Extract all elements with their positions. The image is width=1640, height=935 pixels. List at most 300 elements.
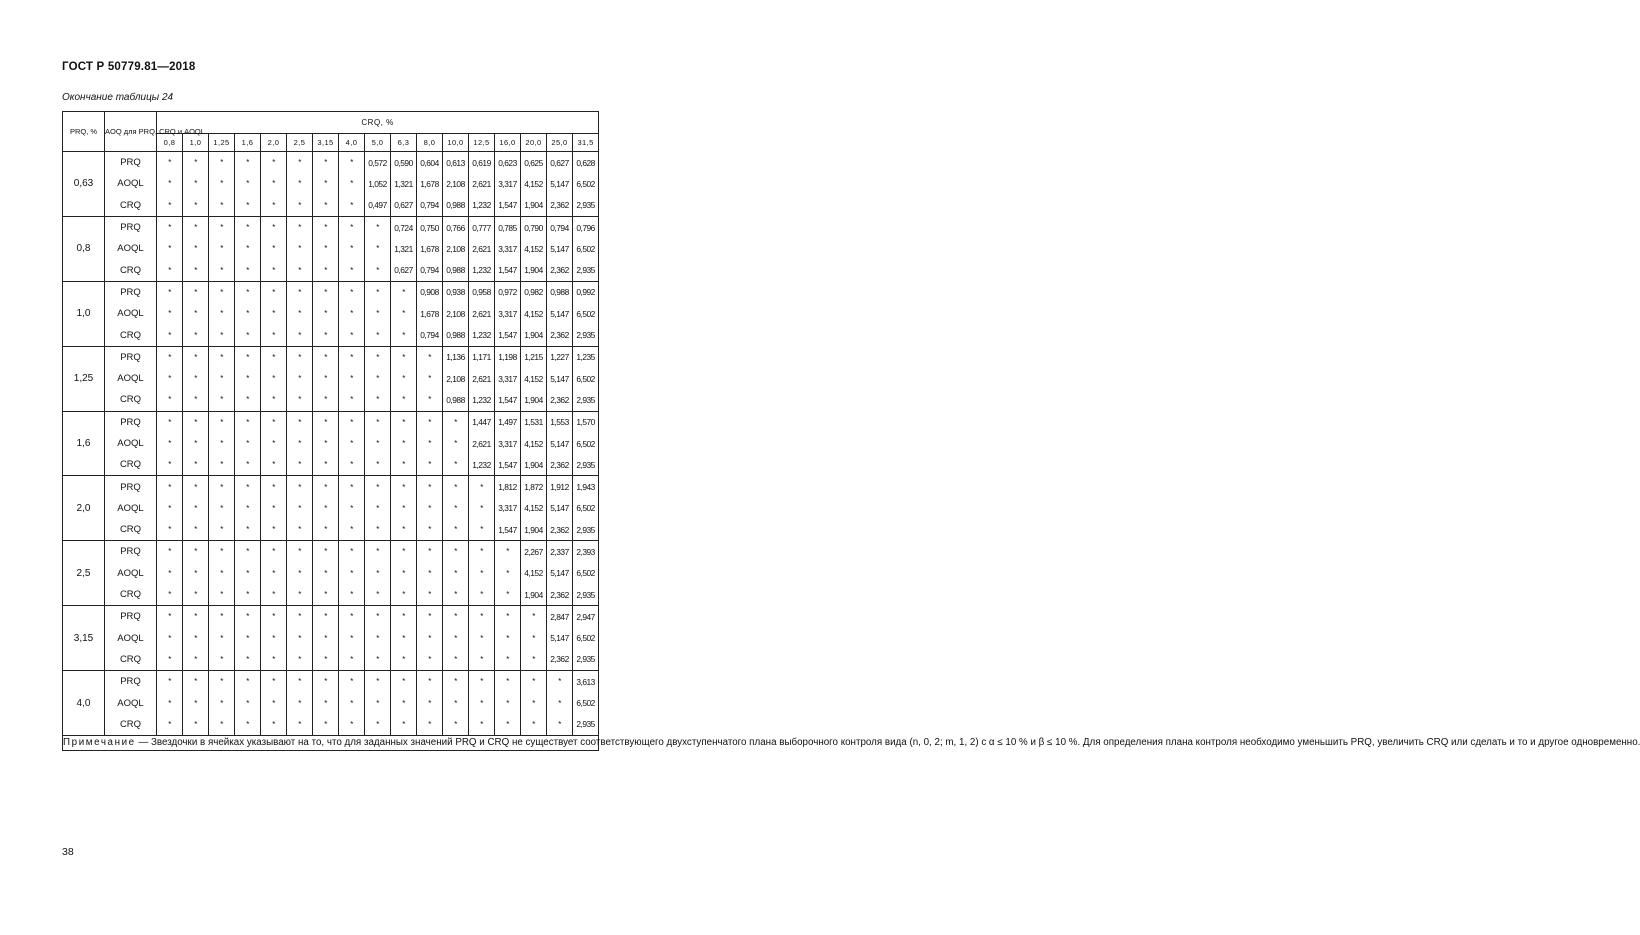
value-cell: *: [209, 303, 235, 324]
value-cell: *: [417, 714, 443, 736]
value-cell: 1,547: [495, 195, 521, 217]
value-cell: *: [391, 671, 417, 693]
value-cell: *: [183, 324, 209, 346]
value-cell: 1,232: [469, 324, 495, 346]
value-cell: *: [391, 628, 417, 649]
table-row: [63, 411, 599, 433]
value-cell: 1,547: [495, 454, 521, 476]
value-cell: *: [157, 498, 183, 519]
table-row: [63, 454, 599, 476]
value-cell: *: [183, 173, 209, 194]
prq-value: 0,63: [63, 152, 105, 217]
value-cell: *: [313, 563, 339, 584]
value-cell: *: [365, 454, 391, 476]
value-cell: *: [547, 714, 573, 736]
value-cell: *: [313, 238, 339, 259]
value-cell: *: [365, 238, 391, 259]
value-cell: 1,547: [495, 519, 521, 541]
value-cell: 1,321: [391, 173, 417, 194]
parameter-label: CRQ: [105, 584, 157, 606]
value-cell: 2,362: [547, 584, 573, 606]
value-cell: *: [235, 195, 261, 217]
value-cell: *: [313, 389, 339, 411]
value-cell: *: [287, 216, 313, 238]
value-cell: *: [469, 606, 495, 628]
value-cell: 1,052: [365, 173, 391, 194]
value-cell: *: [209, 173, 235, 194]
value-cell: *: [391, 584, 417, 606]
value-cell: *: [495, 563, 521, 584]
value-cell: *: [209, 498, 235, 519]
value-cell: *: [183, 498, 209, 519]
value-cell: *: [339, 281, 365, 303]
value-cell: *: [339, 411, 365, 433]
value-cell: *: [183, 411, 209, 433]
value-cell: *: [417, 411, 443, 433]
value-cell: 1,904: [521, 454, 547, 476]
value-cell: *: [469, 671, 495, 693]
value-cell: 2,935: [573, 519, 599, 541]
value-cell: *: [209, 541, 235, 563]
value-cell: *: [209, 563, 235, 584]
value-cell: *: [339, 584, 365, 606]
value-cell: 1,232: [469, 259, 495, 281]
value-cell: 0,724: [391, 216, 417, 238]
value-cell: 2,362: [547, 389, 573, 411]
value-cell: *: [339, 433, 365, 454]
crq-header-cell: 12,5: [469, 134, 495, 152]
value-cell: *: [521, 628, 547, 649]
value-cell: *: [443, 454, 469, 476]
value-cell: 3,317: [495, 433, 521, 454]
value-cell: 5,147: [547, 563, 573, 584]
value-cell: *: [417, 519, 443, 541]
value-cell: *: [235, 563, 261, 584]
value-cell: *: [209, 238, 235, 259]
value-cell: *: [261, 389, 287, 411]
value-cell: *: [183, 476, 209, 498]
value-cell: *: [287, 433, 313, 454]
note-label: Примечание: [63, 737, 136, 749]
value-cell: 2,362: [547, 195, 573, 217]
value-cell: *: [235, 584, 261, 606]
value-cell: *: [235, 628, 261, 649]
value-cell: 0,794: [417, 259, 443, 281]
value-cell: *: [261, 303, 287, 324]
value-cell: *: [469, 692, 495, 713]
parameter-label: AOQL: [105, 498, 157, 519]
value-cell: *: [183, 519, 209, 541]
value-cell: *: [339, 389, 365, 411]
value-cell: *: [391, 303, 417, 324]
value-cell: 5,147: [547, 368, 573, 389]
value-cell: *: [209, 692, 235, 713]
value-cell: 0,988: [443, 324, 469, 346]
value-cell: *: [157, 173, 183, 194]
value-cell: *: [235, 303, 261, 324]
parameter-label: PRQ: [105, 476, 157, 498]
value-cell: *: [495, 649, 521, 671]
value-cell: *: [157, 195, 183, 217]
value-cell: 0,766: [443, 216, 469, 238]
value-cell: *: [417, 563, 443, 584]
value-cell: *: [209, 152, 235, 174]
value-cell: *: [339, 238, 365, 259]
value-cell: *: [443, 563, 469, 584]
value-cell: *: [261, 368, 287, 389]
value-cell: 2,337: [547, 541, 573, 563]
value-cell: *: [209, 671, 235, 693]
value-cell: *: [443, 671, 469, 693]
parameter-label: CRQ: [105, 714, 157, 736]
value-cell: *: [313, 433, 339, 454]
value-cell: *: [365, 324, 391, 346]
value-cell: *: [391, 606, 417, 628]
value-cell: 3,317: [495, 303, 521, 324]
value-cell: *: [547, 692, 573, 713]
value-cell: 1,904: [521, 389, 547, 411]
value-cell: *: [417, 584, 443, 606]
value-cell: *: [443, 519, 469, 541]
crq-header-cell: 2,0: [261, 134, 287, 152]
value-cell: *: [365, 368, 391, 389]
value-cell: *: [339, 476, 365, 498]
value-cell: *: [339, 563, 365, 584]
value-cell: *: [261, 476, 287, 498]
value-cell: *: [391, 692, 417, 713]
value-cell: *: [261, 649, 287, 671]
parameter-label: AOQL: [105, 173, 157, 194]
value-cell: *: [391, 476, 417, 498]
value-cell: 6,502: [573, 238, 599, 259]
value-cell: 4,152: [521, 238, 547, 259]
table-row: [63, 346, 599, 368]
value-cell: 1,547: [495, 259, 521, 281]
value-cell: *: [339, 649, 365, 671]
value-cell: *: [313, 259, 339, 281]
value-cell: *: [157, 541, 183, 563]
table-row: [63, 324, 599, 346]
value-cell: *: [235, 346, 261, 368]
value-cell: *: [287, 195, 313, 217]
value-cell: *: [287, 649, 313, 671]
value-cell: 3,317: [495, 238, 521, 259]
table-row: [63, 692, 599, 713]
value-cell: *: [469, 649, 495, 671]
value-cell: *: [313, 541, 339, 563]
value-cell: *: [235, 519, 261, 541]
value-cell: *: [313, 324, 339, 346]
value-cell: *: [469, 541, 495, 563]
value-cell: 1,678: [417, 238, 443, 259]
crq-header-cell: 20,0: [521, 134, 547, 152]
value-cell: *: [157, 368, 183, 389]
value-cell: *: [443, 628, 469, 649]
value-cell: *: [443, 584, 469, 606]
value-cell: 2,362: [547, 454, 573, 476]
value-cell: *: [469, 519, 495, 541]
value-cell: *: [391, 714, 417, 736]
value-cell: 2,935: [573, 454, 599, 476]
value-cell: 0,794: [417, 324, 443, 346]
value-cell: 1,678: [417, 173, 443, 194]
value-cell: *: [209, 346, 235, 368]
value-cell: 2,108: [443, 368, 469, 389]
value-cell: 4,152: [521, 173, 547, 194]
value-cell: *: [157, 584, 183, 606]
value-cell: *: [391, 281, 417, 303]
value-cell: *: [339, 173, 365, 194]
value-cell: *: [261, 346, 287, 368]
value-cell: *: [365, 563, 391, 584]
value-cell: *: [235, 368, 261, 389]
value-cell: 1,171: [469, 346, 495, 368]
table-row: [63, 498, 599, 519]
value-cell: *: [443, 692, 469, 713]
value-cell: *: [157, 216, 183, 238]
value-cell: *: [183, 606, 209, 628]
parameter-label: AOQL: [105, 692, 157, 713]
value-cell: *: [287, 606, 313, 628]
value-cell: *: [235, 454, 261, 476]
value-cell: 1,232: [469, 389, 495, 411]
value-cell: *: [261, 281, 287, 303]
value-cell: *: [235, 714, 261, 736]
value-cell: *: [443, 498, 469, 519]
value-cell: *: [287, 368, 313, 389]
value-cell: *: [365, 584, 391, 606]
value-cell: *: [365, 649, 391, 671]
value-cell: *: [547, 671, 573, 693]
value-cell: *: [157, 628, 183, 649]
value-cell: *: [183, 281, 209, 303]
crq-header-cell: 5,0: [365, 134, 391, 152]
value-cell: *: [391, 454, 417, 476]
value-cell: 1,215: [521, 346, 547, 368]
value-cell: 5,147: [547, 628, 573, 649]
value-cell: 1,812: [495, 476, 521, 498]
value-cell: *: [157, 476, 183, 498]
value-cell: 0,794: [547, 216, 573, 238]
prq-value: 1,6: [63, 411, 105, 476]
value-cell: *: [495, 541, 521, 563]
value-cell: *: [157, 433, 183, 454]
value-cell: 3,317: [495, 173, 521, 194]
value-cell: *: [287, 714, 313, 736]
value-cell: *: [313, 216, 339, 238]
value-cell: *: [313, 173, 339, 194]
value-cell: *: [287, 671, 313, 693]
parameter-label: PRQ: [105, 152, 157, 174]
value-cell: *: [417, 692, 443, 713]
parameter-label: AOQL: [105, 563, 157, 584]
value-cell: 1,547: [495, 389, 521, 411]
value-cell: *: [209, 281, 235, 303]
value-cell: *: [209, 628, 235, 649]
value-cell: 6,502: [573, 368, 599, 389]
value-cell: 2,847: [547, 606, 573, 628]
value-cell: *: [235, 411, 261, 433]
crq-header-cell: 0,8: [157, 134, 183, 152]
value-cell: *: [391, 498, 417, 519]
value-cell: 2,947: [573, 606, 599, 628]
value-cell: 6,502: [573, 303, 599, 324]
value-cell: *: [287, 152, 313, 174]
value-cell: *: [287, 541, 313, 563]
value-cell: *: [469, 714, 495, 736]
value-cell: 0,497: [365, 195, 391, 217]
parameter-label: CRQ: [105, 389, 157, 411]
value-cell: 3,317: [495, 498, 521, 519]
value-cell: 2,935: [573, 649, 599, 671]
value-cell: 0,619: [469, 152, 495, 174]
value-cell: 3,613: [573, 671, 599, 693]
value-cell: 1,497: [495, 411, 521, 433]
value-cell: *: [261, 692, 287, 713]
value-cell: *: [365, 541, 391, 563]
value-cell: *: [261, 216, 287, 238]
value-cell: 0,988: [443, 389, 469, 411]
value-cell: 5,147: [547, 238, 573, 259]
value-cell: *: [183, 216, 209, 238]
value-cell: 1,904: [521, 324, 547, 346]
value-cell: *: [443, 606, 469, 628]
value-cell: 2,267: [521, 541, 547, 563]
table-row: [63, 541, 599, 563]
value-cell: *: [261, 541, 287, 563]
value-cell: *: [235, 259, 261, 281]
value-cell: 0,988: [547, 281, 573, 303]
value-cell: *: [443, 433, 469, 454]
value-cell: *: [313, 281, 339, 303]
value-cell: *: [209, 606, 235, 628]
parameter-label: PRQ: [105, 281, 157, 303]
value-cell: 1,447: [469, 411, 495, 433]
crq-header-cell: 4,0: [339, 134, 365, 152]
value-cell: 6,502: [573, 498, 599, 519]
value-cell: *: [339, 519, 365, 541]
value-cell: *: [209, 368, 235, 389]
value-cell: 4,152: [521, 433, 547, 454]
value-cell: *: [365, 216, 391, 238]
value-cell: *: [313, 519, 339, 541]
value-cell: 2,362: [547, 259, 573, 281]
value-cell: *: [157, 346, 183, 368]
value-cell: 1,904: [521, 259, 547, 281]
value-cell: *: [183, 692, 209, 713]
crq-header-cell: 31,5: [573, 134, 599, 152]
value-cell: *: [417, 454, 443, 476]
table-note: [63, 736, 1640, 751]
value-cell: *: [261, 411, 287, 433]
value-cell: 0,627: [391, 259, 417, 281]
parameter-label: PRQ: [105, 346, 157, 368]
value-cell: 4,152: [521, 368, 547, 389]
prq-value: 0,8: [63, 216, 105, 281]
value-cell: *: [209, 411, 235, 433]
value-cell: *: [209, 584, 235, 606]
parameter-label: AOQL: [105, 303, 157, 324]
value-cell: *: [469, 476, 495, 498]
value-cell: *: [365, 476, 391, 498]
parameter-label: CRQ: [105, 519, 157, 541]
value-cell: 1,547: [495, 324, 521, 346]
value-cell: *: [261, 498, 287, 519]
data-table: [62, 111, 1640, 751]
value-cell: *: [521, 606, 547, 628]
value-cell: *: [235, 671, 261, 693]
value-cell: *: [313, 584, 339, 606]
value-cell: *: [339, 498, 365, 519]
value-cell: *: [313, 476, 339, 498]
value-cell: *: [235, 541, 261, 563]
value-cell: *: [235, 238, 261, 259]
value-cell: 5,147: [547, 433, 573, 454]
table-row: [63, 671, 599, 693]
value-cell: *: [313, 454, 339, 476]
value-cell: *: [157, 389, 183, 411]
table-caption: Окончание таблицы 24: [62, 92, 174, 103]
value-cell: *: [469, 584, 495, 606]
value-cell: *: [313, 303, 339, 324]
value-cell: 1,678: [417, 303, 443, 324]
table-row: [63, 476, 599, 498]
value-cell: *: [443, 476, 469, 498]
crq-header-cell: 1,25: [209, 134, 235, 152]
value-cell: 3,317: [495, 368, 521, 389]
value-cell: *: [339, 454, 365, 476]
value-cell: *: [521, 714, 547, 736]
value-cell: 1,232: [469, 195, 495, 217]
value-cell: *: [183, 195, 209, 217]
value-cell: *: [365, 259, 391, 281]
value-cell: *: [417, 541, 443, 563]
value-cell: *: [157, 411, 183, 433]
value-cell: *: [339, 324, 365, 346]
value-cell: 6,502: [573, 173, 599, 194]
value-cell: *: [261, 628, 287, 649]
value-cell: 0,988: [443, 259, 469, 281]
parameter-label: PRQ: [105, 216, 157, 238]
crq-header-cell: 25,0: [547, 134, 573, 152]
value-cell: *: [365, 628, 391, 649]
value-cell: *: [287, 563, 313, 584]
value-cell: 0,785: [495, 216, 521, 238]
value-cell: *: [521, 671, 547, 693]
value-cell: 5,147: [547, 303, 573, 324]
value-cell: 2,108: [443, 173, 469, 194]
table-row: [63, 649, 599, 671]
prq-value: 3,15: [63, 606, 105, 671]
table-row: [63, 606, 599, 628]
value-cell: *: [183, 584, 209, 606]
value-cell: 2,935: [573, 714, 599, 736]
crq-header-cell: 2,5: [287, 134, 313, 152]
value-cell: 1,227: [547, 346, 573, 368]
value-cell: 6,502: [573, 563, 599, 584]
table-row: [63, 238, 599, 259]
value-cell: *: [391, 346, 417, 368]
value-cell: *: [261, 173, 287, 194]
parameter-label: PRQ: [105, 671, 157, 693]
value-cell: *: [365, 671, 391, 693]
value-cell: *: [313, 714, 339, 736]
value-cell: 2,935: [573, 195, 599, 217]
value-cell: *: [313, 606, 339, 628]
value-cell: *: [521, 692, 547, 713]
parameter-label: AOQL: [105, 433, 157, 454]
value-cell: *: [157, 649, 183, 671]
